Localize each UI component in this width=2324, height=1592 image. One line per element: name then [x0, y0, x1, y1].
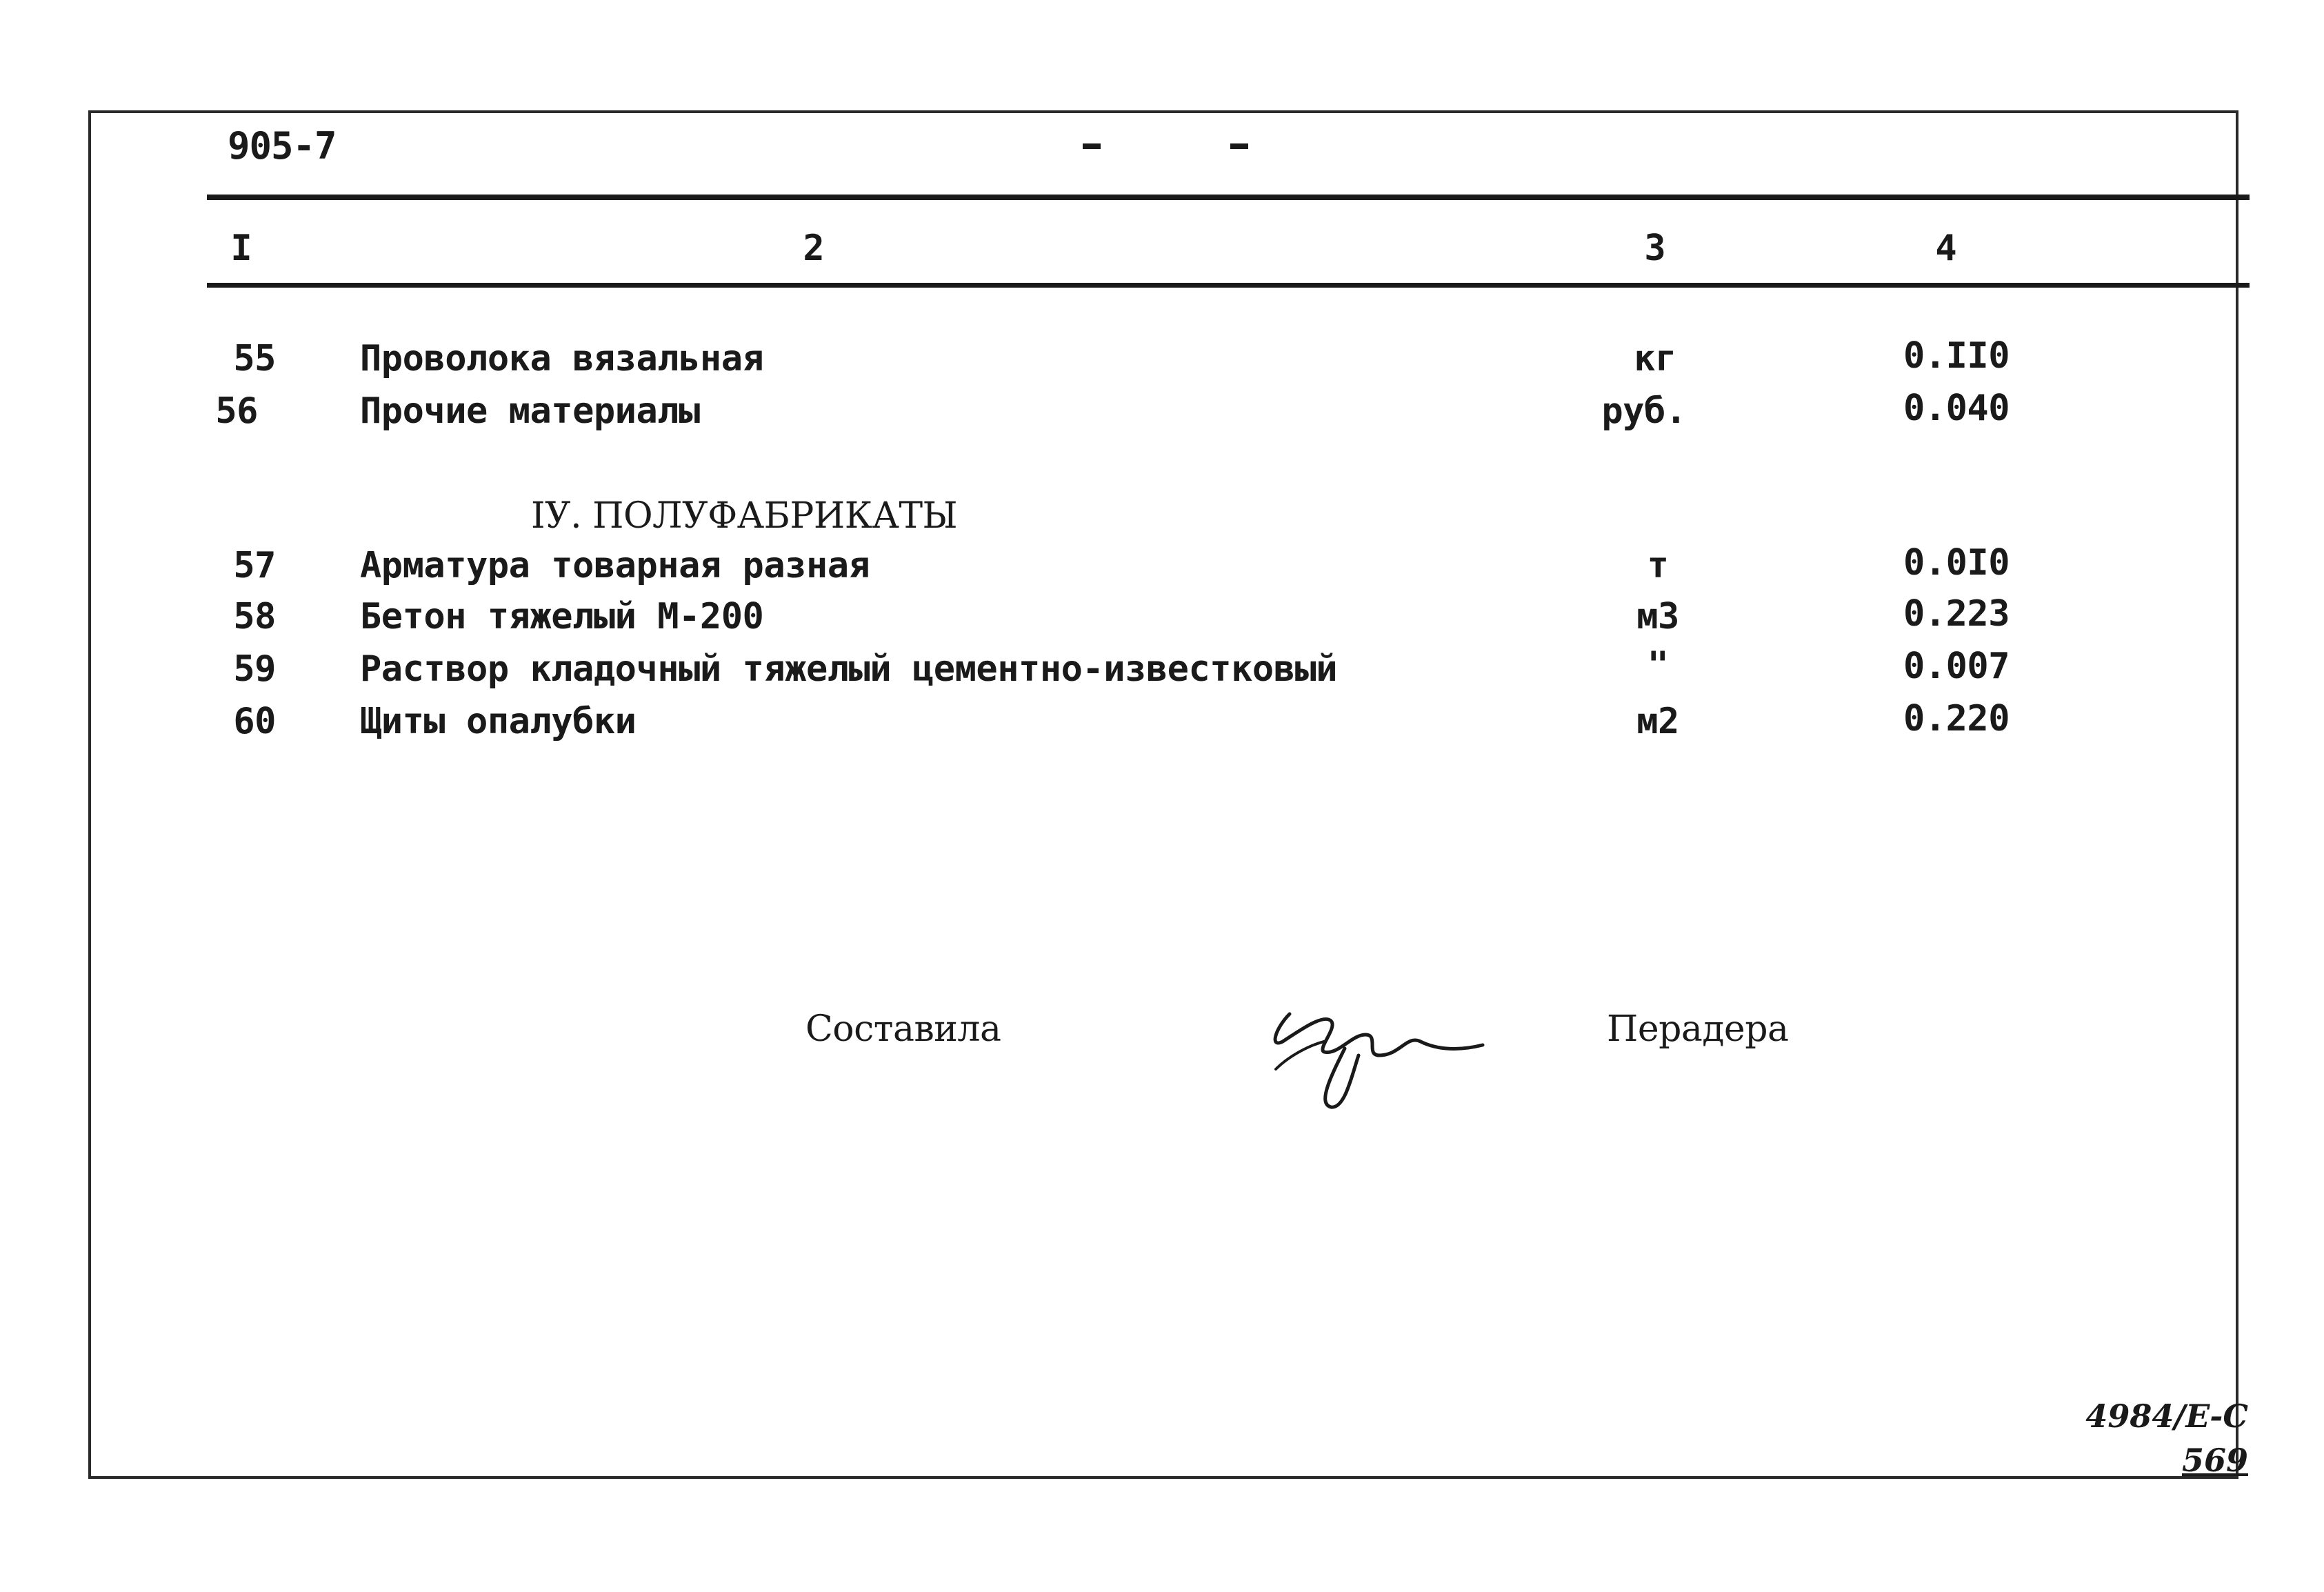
- row-name: Раствор кладочный тяжелый цементно-известковый: [360, 648, 1338, 690]
- row-name: Щиты опалубки: [360, 701, 637, 742]
- header-dash-1: [1083, 143, 1101, 149]
- row-number: 60: [233, 701, 276, 742]
- row-name: Проволока вязальная: [360, 338, 764, 379]
- section-heading: IУ. ПОЛУФАБРИКАТЫ: [531, 495, 958, 537]
- row-value: 0.223: [1903, 593, 2010, 635]
- header-dash-2: [1230, 143, 1248, 149]
- row-number: 59: [233, 648, 276, 690]
- table-top-rule: [207, 195, 2250, 200]
- row-unit: ": [1647, 644, 1669, 686]
- signature-image: [1248, 986, 1510, 1124]
- archive-page-number: 569: [2181, 1442, 2248, 1479]
- row-unit: руб.: [1601, 390, 1687, 432]
- column-header-2: 2: [803, 228, 825, 269]
- row-name: Арматура товарная разная: [360, 545, 870, 586]
- column-header-1: I: [230, 228, 252, 269]
- document-sheet: [88, 110, 2238, 1479]
- row-name: Прочие материалы: [360, 390, 700, 432]
- row-number: 56: [215, 390, 258, 432]
- row-unit: кг: [1634, 338, 1676, 379]
- table-header-rule: [207, 283, 2250, 288]
- column-header-4: 4: [1935, 228, 1957, 269]
- compiled-by-label: Составила: [805, 1008, 1001, 1050]
- row-unit: м2: [1636, 701, 1679, 742]
- row-value: 0.220: [1903, 698, 2010, 739]
- row-unit: м3: [1636, 596, 1679, 637]
- row-value: 0.0I0: [1903, 542, 2010, 584]
- row-value: 0.040: [1903, 388, 2010, 429]
- archive-number: 4984/Е-С: [2085, 1397, 2248, 1435]
- row-unit: т: [1647, 545, 1669, 586]
- row-value: 0.II0: [1903, 335, 2010, 377]
- compiler-name: Перадера: [1607, 1008, 1789, 1050]
- row-value: 0.007: [1903, 646, 2010, 687]
- document-code: 905-7: [228, 124, 337, 168]
- row-number: 58: [233, 596, 276, 637]
- column-header-3: 3: [1644, 228, 1666, 269]
- row-name: Бетон тяжелый М-200: [360, 596, 764, 637]
- row-number: 57: [233, 545, 276, 586]
- row-number: 55: [233, 338, 276, 379]
